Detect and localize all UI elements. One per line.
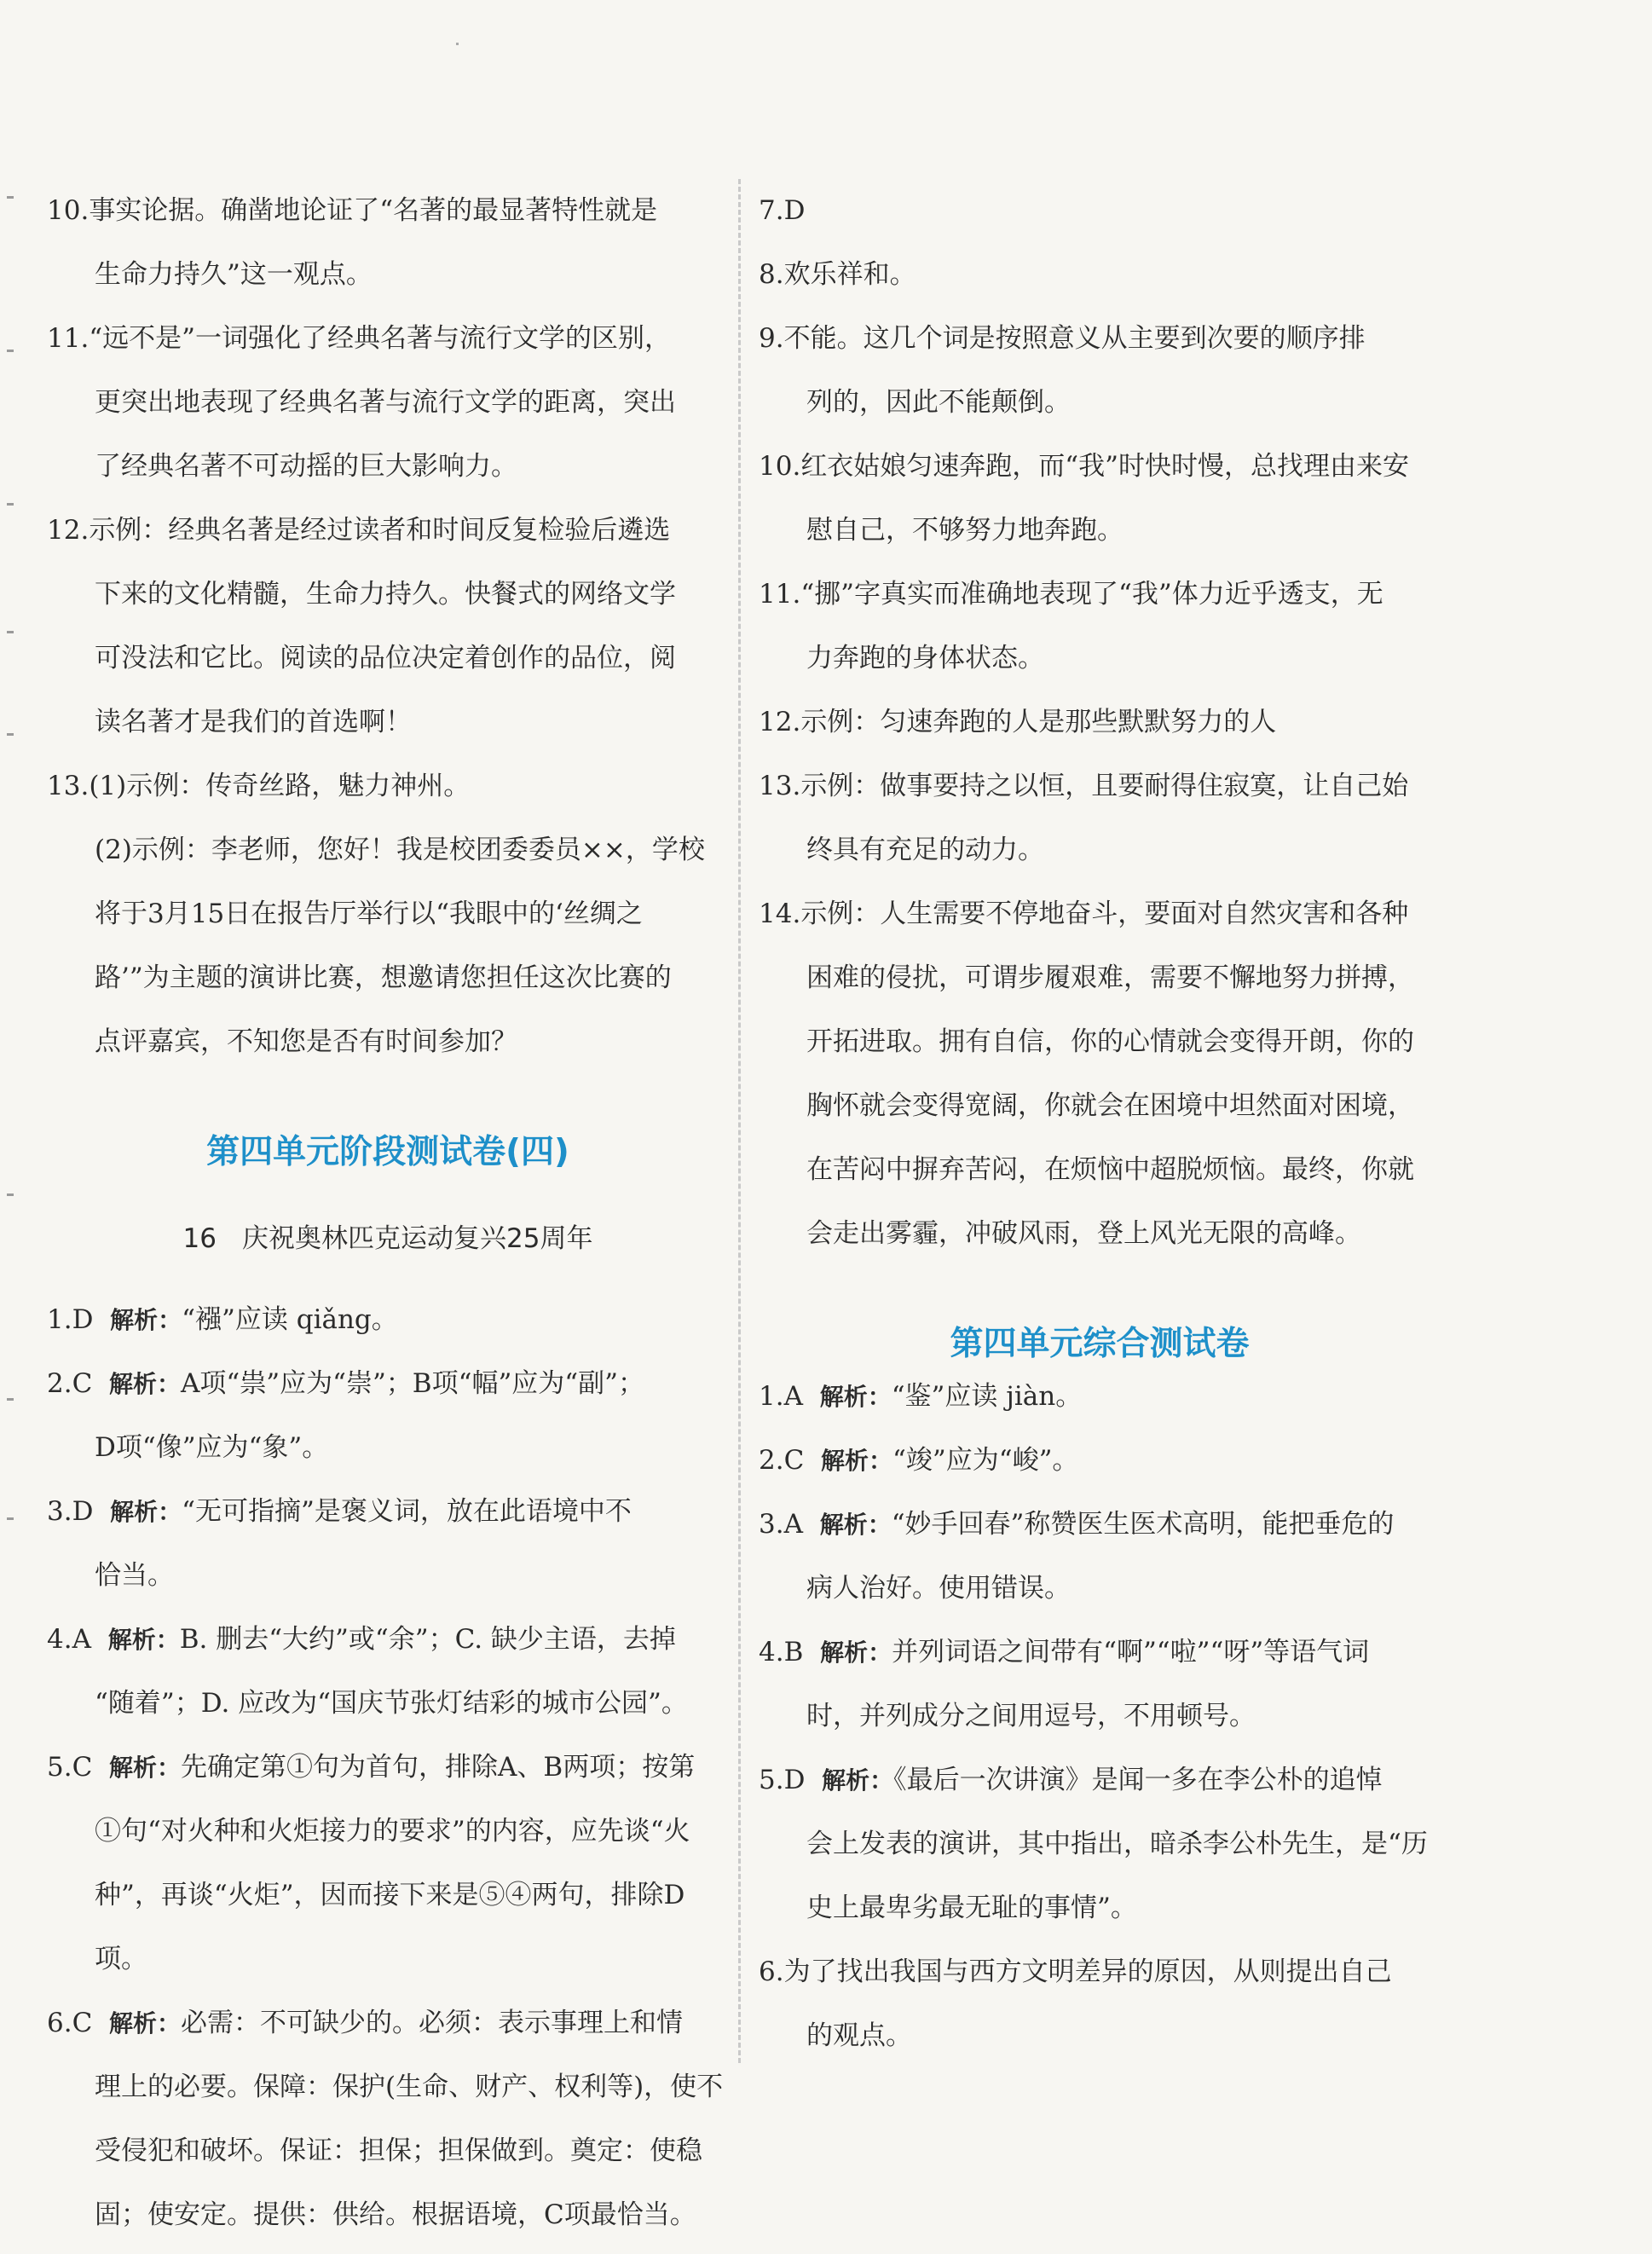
answer-number: 7. [759, 195, 784, 226]
answer-text: 列的，因此不能颠倒。 [806, 387, 1071, 418]
answer-continuation-line [759, 2004, 1441, 2068]
answer-continuation-line [47, 882, 729, 946]
answer-continuation-line [759, 818, 1441, 882]
answer-text: 示例：人生需要不停地奋斗，要面对自然灾害和各种 [800, 899, 1409, 929]
answer-first-line [47, 754, 729, 818]
analysis-label: 解析： [109, 1754, 182, 1782]
answer-text: 会走出雾霾，冲破风雨，登上风光无限的高峰。 [806, 1218, 1361, 1249]
answer-text: “竣”应为“峻”。 [892, 1445, 1079, 1476]
answer-text: 固；使安定。提供：供给。根据语境，C项最恰当。 [95, 2199, 696, 2230]
answer-continuation-line [759, 1010, 1441, 1074]
answer-first-line [759, 754, 1441, 818]
answer-text: B. 删去“大约”或“余”；C. 缺少主语，去掉 [179, 1624, 676, 1655]
answer-continuation-line [759, 1202, 1441, 1266]
answer-continuation-line [759, 1876, 1441, 1940]
scan-dot [456, 43, 459, 45]
answer-number: 13. [759, 771, 801, 801]
answer-item [759, 754, 1441, 882]
answer-text: 《最后一次讲演》是闻一多在李公朴的追悼 [893, 1765, 1383, 1795]
answer-continuation-line [47, 1672, 729, 1736]
analysis-label: 解析： [820, 1638, 892, 1667]
answer-item [759, 1748, 1441, 1940]
answer-text: 可没法和它比。阅读的品位决定着创作的品位，阅 [95, 643, 676, 673]
answer-text: 恰当。 [95, 1560, 174, 1591]
answer-item [47, 307, 729, 499]
analysis-label: 解析： [109, 2009, 182, 2037]
answer-first-line [759, 563, 1441, 627]
answer-text: D [783, 195, 806, 226]
answer-item [759, 243, 1441, 307]
answer-number: 12. [759, 707, 801, 737]
section-title-stage-test: 第四单元阶段测试卷(四) [206, 1133, 569, 1171]
answer-number: 6.C [47, 2008, 93, 2038]
answer-number: 10. [759, 451, 801, 482]
analysis-label: 解析： [110, 1306, 182, 1334]
answer-continuation-line [759, 1685, 1441, 1748]
answer-text: 了经典名著不可动摇的巨大影响力。 [95, 451, 517, 482]
answer-continuation-line [47, 435, 729, 499]
answer-continuation-line [47, 1010, 729, 1074]
answer-first-line [759, 1621, 1441, 1685]
answer-item [47, 754, 729, 1074]
answer-continuation-line [47, 818, 729, 882]
answer-text: 示例：做事要持之以恒，且要耐得住寂寞，让自己始 [800, 771, 1409, 801]
answer-item [759, 179, 1441, 243]
answer-text: 事实论据。确凿地论证了“名著的最显著特性就是 [89, 195, 658, 226]
answer-number: 9. [759, 323, 784, 354]
answer-continuation-line [759, 371, 1441, 435]
analysis-label: 解析： [822, 1766, 894, 1795]
answer-item [47, 1352, 729, 1480]
answer-text: 慰自己，不够努力地奔跑。 [806, 515, 1123, 546]
answer-text: (2)示例：李老师，您好！我是校团委委员××，学校 [95, 835, 705, 865]
answer-number: 5.C [47, 1752, 93, 1783]
answer-item [759, 563, 1441, 691]
answer-continuation-line [759, 1557, 1441, 1621]
answer-text: 力奔跑的身体状态。 [806, 643, 1044, 673]
answer-item [759, 1621, 1441, 1748]
answer-text: 欢乐祥和。 [783, 259, 916, 290]
answer-text: 路’”为主题的演讲比赛，想邀请您担任这次比赛的 [95, 962, 672, 993]
answer-continuation-line [47, 2183, 729, 2247]
answer-continuation-line [759, 1812, 1441, 1876]
answer-number: 3.D [47, 1496, 94, 1527]
answer-text: “襁”应读 qiǎng。 [182, 1304, 398, 1335]
answer-item [47, 1736, 729, 1991]
answer-item [47, 499, 729, 754]
answer-item [47, 1991, 729, 2247]
binding-edge-mark [7, 1517, 14, 1520]
answer-text: 困难的侵扰，可谓步履艰难，需要不懈地努力拼搏， [806, 962, 1414, 993]
answer-text: 在苦闷中摒弃苦闷，在烦恼中超脱烦恼。最终，你就 [806, 1154, 1414, 1185]
section-title-comprehensive-test: 第四单元综合测试卷 [950, 1325, 1250, 1363]
answer-text: 先确定第①句为首句，排除A、B两项；按第 [181, 1752, 696, 1783]
answer-item [759, 1493, 1441, 1621]
answer-text: (1)示例：传奇丝路，魅力神州。 [89, 771, 471, 801]
answer-text: “随着”；D. 应改为“国庆节张灯结彩的城市公园”。 [95, 1688, 688, 1719]
answer-text: 红衣姑娘匀速奔跑，而“我”时快时慢，总找理由来安 [800, 451, 1410, 482]
answer-text: 的观点。 [806, 2020, 912, 2051]
answer-first-line [47, 1736, 729, 1800]
answer-item [759, 1365, 1441, 1429]
answer-text: 为了找出我国与西方文明差异的原因，从则提出自己 [783, 1956, 1392, 1987]
answer-item [47, 1608, 729, 1736]
answer-text: 受侵犯和破坏。保证：担保；担保做到。奠定：使稳 [95, 2136, 702, 2166]
right-tail-list [759, 1940, 1441, 2068]
answer-text: 时，并列成分之间用逗号，不用顿号。 [806, 1701, 1256, 1731]
answer-number: 11. [759, 579, 801, 610]
lesson-title [47, 1207, 729, 1271]
left-answer-list [47, 1288, 729, 2247]
answer-continuation-line [759, 1074, 1441, 1138]
answer-first-line [47, 1991, 729, 2055]
answer-continuation-line [47, 563, 729, 627]
answer-item [759, 1429, 1441, 1493]
answer-continuation-line [47, 2119, 729, 2183]
answer-first-line [759, 1748, 1441, 1812]
answer-text: 理上的必要。保障：保护(生命、财产、权利等)，使不 [95, 2072, 724, 2102]
answer-text: 终具有充足的动力。 [806, 835, 1044, 865]
answer-text: 点评嘉宾，不知您是否有时间参加？ [95, 1026, 517, 1057]
analysis-label: 解析： [110, 1498, 182, 1526]
right-answer-list [759, 1365, 1441, 1940]
answer-text: 读名著才是我们的首选啊！ [95, 707, 412, 737]
answer-item [759, 307, 1441, 435]
answer-first-line [759, 435, 1441, 499]
answer-number: 8. [759, 259, 784, 290]
answer-text: ①句“对火种和火炬接力的要求”的内容，应先谈“火 [95, 1816, 690, 1847]
answer-first-line [759, 691, 1441, 754]
answer-first-line [47, 499, 729, 563]
answer-text: 下来的文化精髓，生命力持久。快餐式的网络文学 [95, 579, 676, 610]
answer-continuation-line [47, 2055, 729, 2119]
answer-number: 2.C [47, 1368, 93, 1399]
answer-item [759, 882, 1441, 1266]
answer-number: 4.A [47, 1624, 91, 1655]
answer-item [759, 435, 1441, 563]
answer-continuation-line [47, 691, 729, 754]
answer-number: 14. [759, 899, 801, 929]
answer-first-line [759, 179, 1441, 243]
analysis-label: 解析： [109, 1370, 182, 1398]
answer-text: 示例：匀速奔跑的人是那些默默努力的人 [800, 707, 1277, 737]
answer-text: 开拓进取。拥有自信，你的心情就会变得开朗，你的 [806, 1026, 1414, 1057]
answer-number: 2.C [759, 1445, 805, 1476]
answer-number: 12. [47, 515, 90, 546]
answer-item [47, 179, 729, 307]
answer-first-line [759, 1493, 1441, 1557]
right-column [759, 179, 1441, 2068]
answer-first-line [47, 1480, 729, 1544]
answer-continuation-line [47, 1544, 729, 1608]
answer-first-line [47, 179, 729, 243]
answer-number: 5.D [759, 1765, 806, 1795]
answer-item [759, 1940, 1441, 2068]
answer-text: “挪”字真实而准确地表现了“我”体力近乎透支，无 [800, 579, 1383, 610]
answer-text: “无可指摘”是褒义词，放在此语境中不 [182, 1496, 632, 1527]
answer-continuation-line [47, 371, 729, 435]
binding-edge-mark [7, 1193, 14, 1196]
answer-continuation-line [47, 1800, 729, 1864]
answer-text: “鉴”应读 jiàn。 [891, 1381, 1083, 1412]
binding-edge-mark [7, 733, 14, 736]
lesson-name: 庆祝奥林匹克运动复兴25周年 [242, 1223, 593, 1254]
answer-text: 更突出地表现了经典名著与流行文学的距离，突出 [95, 387, 676, 418]
answer-number: 1.D [47, 1304, 94, 1335]
right-question-list [759, 179, 1441, 1266]
answer-text: 必需：不可缺少的。必须：表示事理上和情 [181, 2008, 684, 2038]
answer-text: 会上发表的演讲，其中指出，暗杀李公朴先生，是“历 [806, 1829, 1428, 1859]
answer-first-line [47, 1608, 729, 1672]
answer-continuation-line [47, 243, 729, 307]
answer-continuation-line [47, 946, 729, 1010]
answer-continuation-line [759, 499, 1441, 563]
answer-text: 生命力持久”这一观点。 [95, 259, 373, 290]
answer-continuation-line [759, 946, 1441, 1010]
analysis-label: 解析： [821, 1447, 893, 1475]
lesson-number: 16 [182, 1223, 217, 1254]
answer-text: “妙手回春”称赞医生医术高明，能把垂危的 [891, 1509, 1395, 1540]
answer-first-line [759, 882, 1441, 946]
binding-edge-mark [7, 503, 14, 506]
answer-text: 史上最卑劣最无耻的事情”。 [806, 1893, 1137, 1923]
answer-number: 11. [47, 323, 90, 354]
left-question-list [47, 179, 729, 1074]
answer-text: 种”，再谈“火炬”，因而接下来是⑤④两句，排除D项。 [95, 1880, 685, 1974]
answer-continuation-line [759, 1138, 1441, 1202]
answer-text: 不能。这几个词是按照意义从主要到次要的顺序排 [783, 323, 1366, 354]
answer-text: 病人治好。使用错误。 [806, 1573, 1071, 1604]
answer-first-line [47, 1288, 729, 1352]
answer-first-line [759, 1429, 1441, 1493]
binding-edge-mark [7, 631, 14, 633]
binding-edge-mark [7, 1398, 14, 1401]
answer-first-line [759, 1940, 1441, 2004]
binding-edge-mark [7, 196, 14, 199]
answer-continuation-line [759, 627, 1441, 691]
column-divider [738, 179, 741, 2063]
answer-number: 3.A [759, 1509, 803, 1540]
answer-first-line [47, 1352, 729, 1416]
answer-text: 示例：经典名著是经过读者和时间反复检验后遴选 [89, 515, 671, 546]
analysis-label: 解析： [819, 1511, 892, 1539]
answer-number: 10. [47, 195, 90, 226]
answer-item [47, 1288, 729, 1352]
answer-continuation-line [47, 627, 729, 691]
answer-first-line [47, 307, 729, 371]
answer-first-line [759, 243, 1441, 307]
answer-text: 并列词语之间带有“啊”“啦”“呀”等语气词 [892, 1637, 1370, 1667]
left-column [47, 179, 729, 2247]
answer-number: 13. [47, 771, 90, 801]
answer-text: “远不是”一词强化了经典名著与流行文学的区别， [89, 323, 672, 354]
answer-text: 胸怀就会变得宽阔，你就会在困境中坦然面对困境， [806, 1090, 1414, 1121]
answer-continuation-line [47, 1416, 729, 1480]
answer-number: 1.A [759, 1381, 803, 1412]
answer-text: 将于3月15日在报告厅举行以“我眼中的‘丝绸之 [95, 899, 643, 929]
answer-first-line [759, 1365, 1441, 1429]
answer-text: A项“祟”应为“崇”；B项“幅”应为“副”； [181, 1368, 644, 1399]
answer-item [47, 1480, 729, 1608]
answer-number: 4.B [759, 1637, 804, 1667]
analysis-label: 解析： [107, 1626, 180, 1654]
answer-text: D项“像”应为“象”。 [95, 1432, 329, 1463]
answer-continuation-line [47, 1864, 729, 1991]
analysis-label: 解析： [819, 1383, 892, 1411]
answer-number: 6. [759, 1956, 784, 1987]
answer-first-line [759, 307, 1441, 371]
binding-edge-mark [7, 350, 14, 352]
answer-item [759, 691, 1441, 754]
